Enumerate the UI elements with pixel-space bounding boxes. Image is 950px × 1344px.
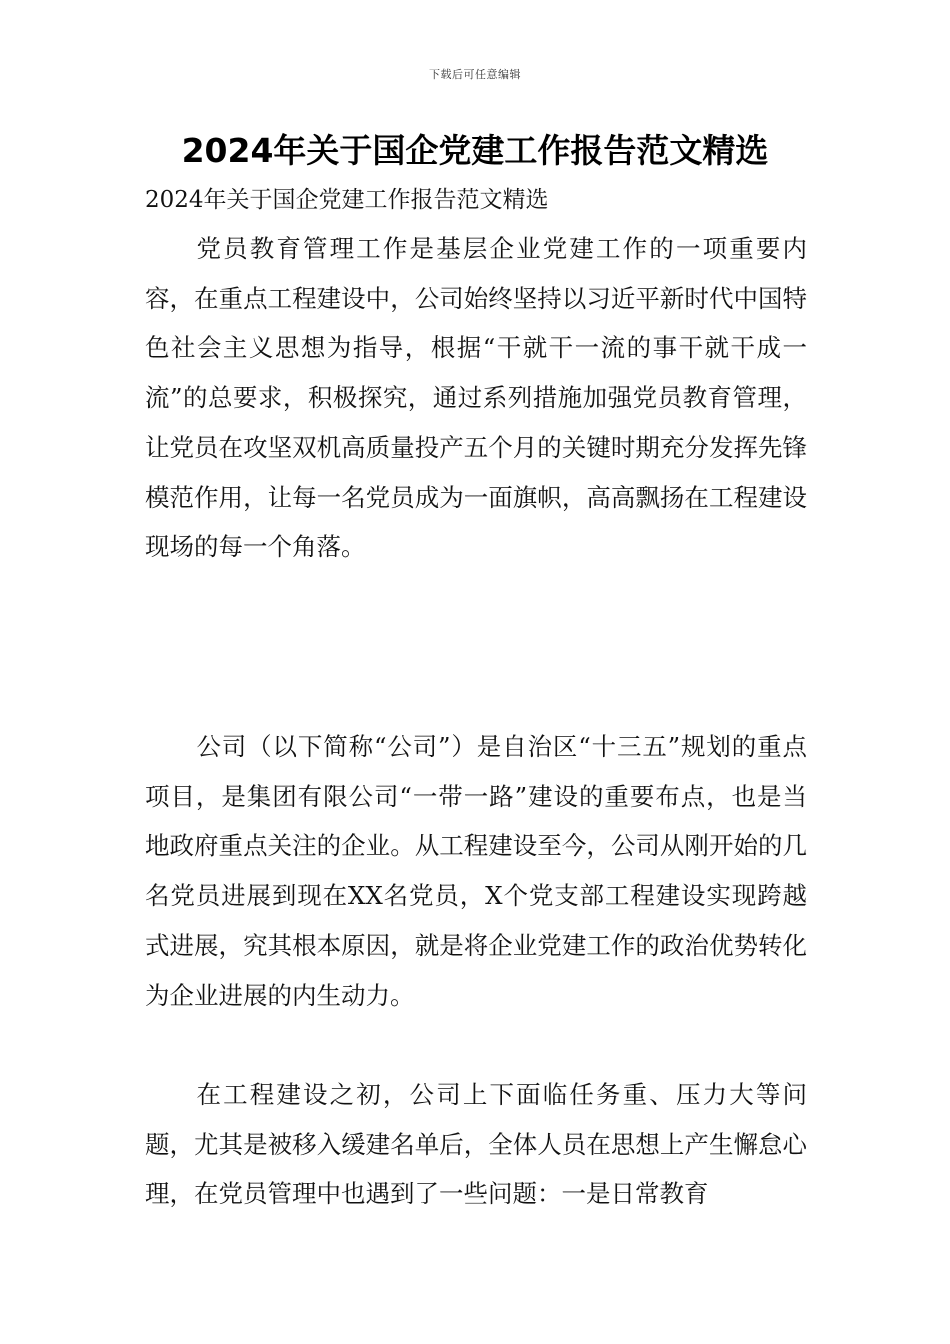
paragraph-3: 在工程建设之初，公司上下面临任务重、压力大等问题，尤其是被移入缓建名单后，全体人员在思想上产生懈怠心理，在党员管理中也遇到了一些问题：一是日常教育 (145, 1080, 807, 1209)
paragraph-2: 公司（以下简称“公司”）是自治区“十三五”规划的重点项目，是集团有限公司“一带一路”建设的重要布点，也是当地政府重点关注的企业。从工程建设至今，公司从刚开始的几名党员进展到现在XX名党员，X个党支部工程建设实现跨越式进展，究其根本原因，就是将企业党建工作的政治优势转化为企业进展的内生动力。 (145, 732, 807, 1010)
paragraph-1: 党员教育管理工作是基层企业党建工作的一项重要内容，在重点工程建设中，公司始终坚持以习近平新时代中国特色社会主义思想为指导，根据“干就干一流的事干就干成一流”的总要求，积极探究，通过系列措施加强党员教育管理，让党员在攻坚双机高质量投产五个月的关键时期充分发挥先锋模范作用，让每一名党员成为一面旗帜，高高飘扬在工程建设现场的每一个角落。 (145, 234, 807, 562)
document-title: 2024年关于国企党建工作报告范文精选 (181, 131, 769, 170)
document-subtitle: 2024年关于国企党建工作报告范文精选 (145, 187, 549, 213)
header-note: 下载后可任意编辑 (429, 68, 521, 81)
